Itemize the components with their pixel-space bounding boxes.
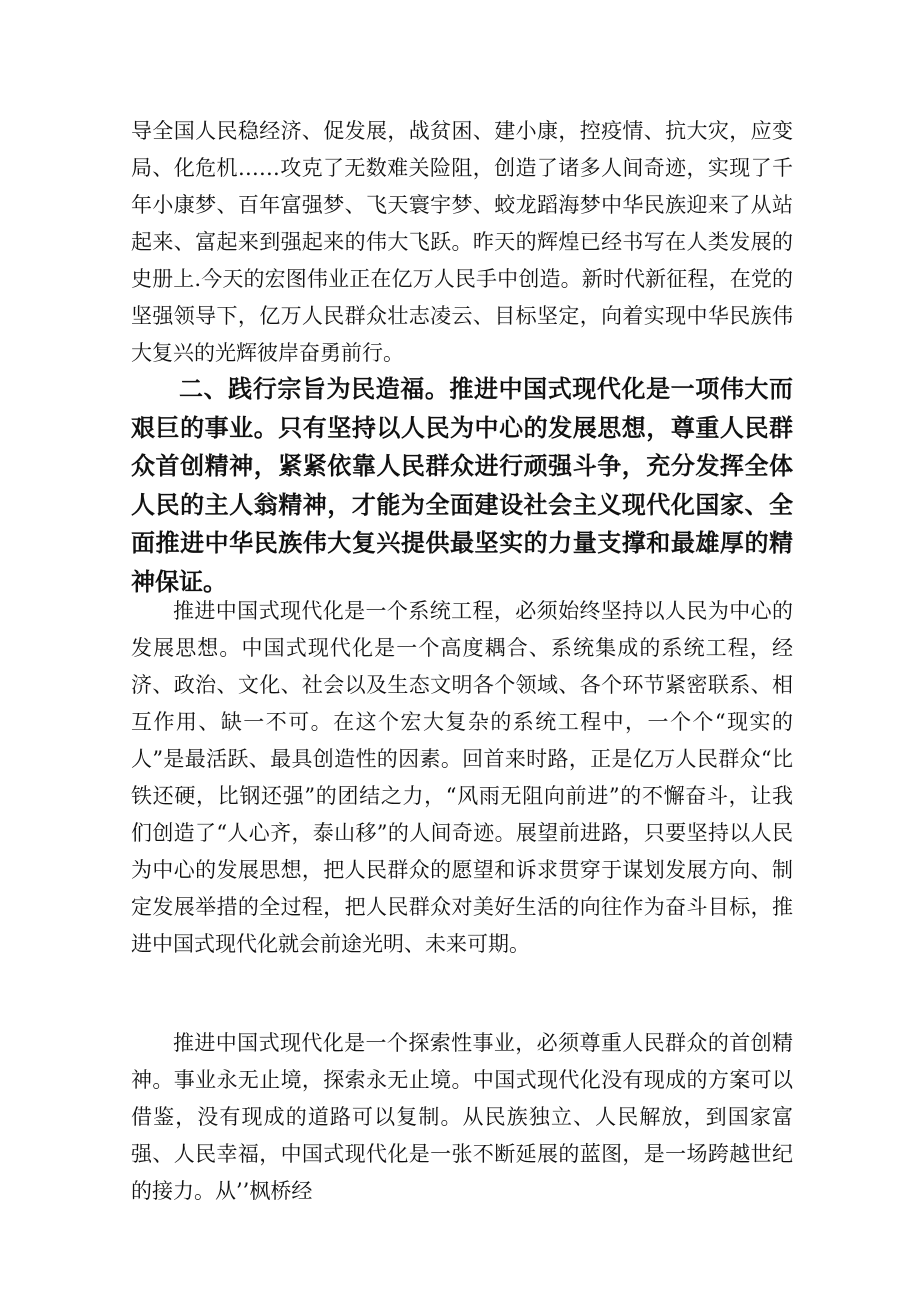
body-paragraph-exploratory-cause: 推进中国式现代化是一个探索性事业，必须尊重人民群众的首创精神。事业永无止境，探索永无止境。中国式现代化没有现成的方案可以借鉴，没有现成的道路可以复制。从民族独立、人民解放，到国家富强、人民幸福，中国式现代化是一张不断延展的蓝图，是一场跨越世纪的接力。从’’枫桥经	[131, 1031, 793, 1203]
body-paragraph-system-engineering: 推进中国式现代化是一个系统工程，必须始终坚持以人民为中心的发展思想。中国式现代化是一个高度耦合、系统集成的系统工程，经济、政治、文化、社会以及生态文明各个领域、各个环节紧密联系、相互作用、缺一不可。在这个宏大复杂的系统工程中，一个个“现实的人”是最活跃、最具创造性的因素。回首来时路，正是亿万人民群众“比铁还硬，比钢还强”的团结之力，“风雨无阻向前进”的不懈奋斗，让我们创造了“人心齐，泰山移”的人间奇迹。展望前进路，只要坚持以人民为中心的发展思想，把人民群众的愿望和诉求贯穿于谋划发展方向、制定发展举措的全过程，把人民群众对美好生活的向往作为奋斗目标，推进中国式现代化就会前途光明、未来可期。	[131, 599, 793, 956]
body-paragraph-continuation: 导全国人民稳经济、促发展，战贫困、建小康，控疫情、抗大灾，应变局、化危机……攻克了无数难关险阻，创造了诸多人间奇迹，实现了千年小康梦、百年富强梦、飞天寰宇梦、蛟龙蹈海梦中华民族迎来了从站起来、富起来到强起来的伟大飞跃。昨天的辉煌已经书写在人类发展的史册上.今天的宏图伟业正在亿万人民手中创造。新时代新征程，在党的坚强领导下，亿万人民群众壮志凌云、目标坚定，向着实现中华民族伟大复兴的光辉彼岸奋勇前行。	[131, 119, 793, 365]
section-heading-paragraph: 二、践行宗旨为民造福。推进中国式现代化是一项伟大而艰巨的事业。只有坚持以人民为中心的发展思想，尊重人民群众首创精神，紧紧依靠人民群众进行顽强斗争，充分发挥全体人民的主人翁精神，才能为全面建设社会主义现代化国家、全面推进中华民族伟大复兴提供最坚实的力量支撑和最雄厚的精神保证。	[131, 375, 793, 596]
